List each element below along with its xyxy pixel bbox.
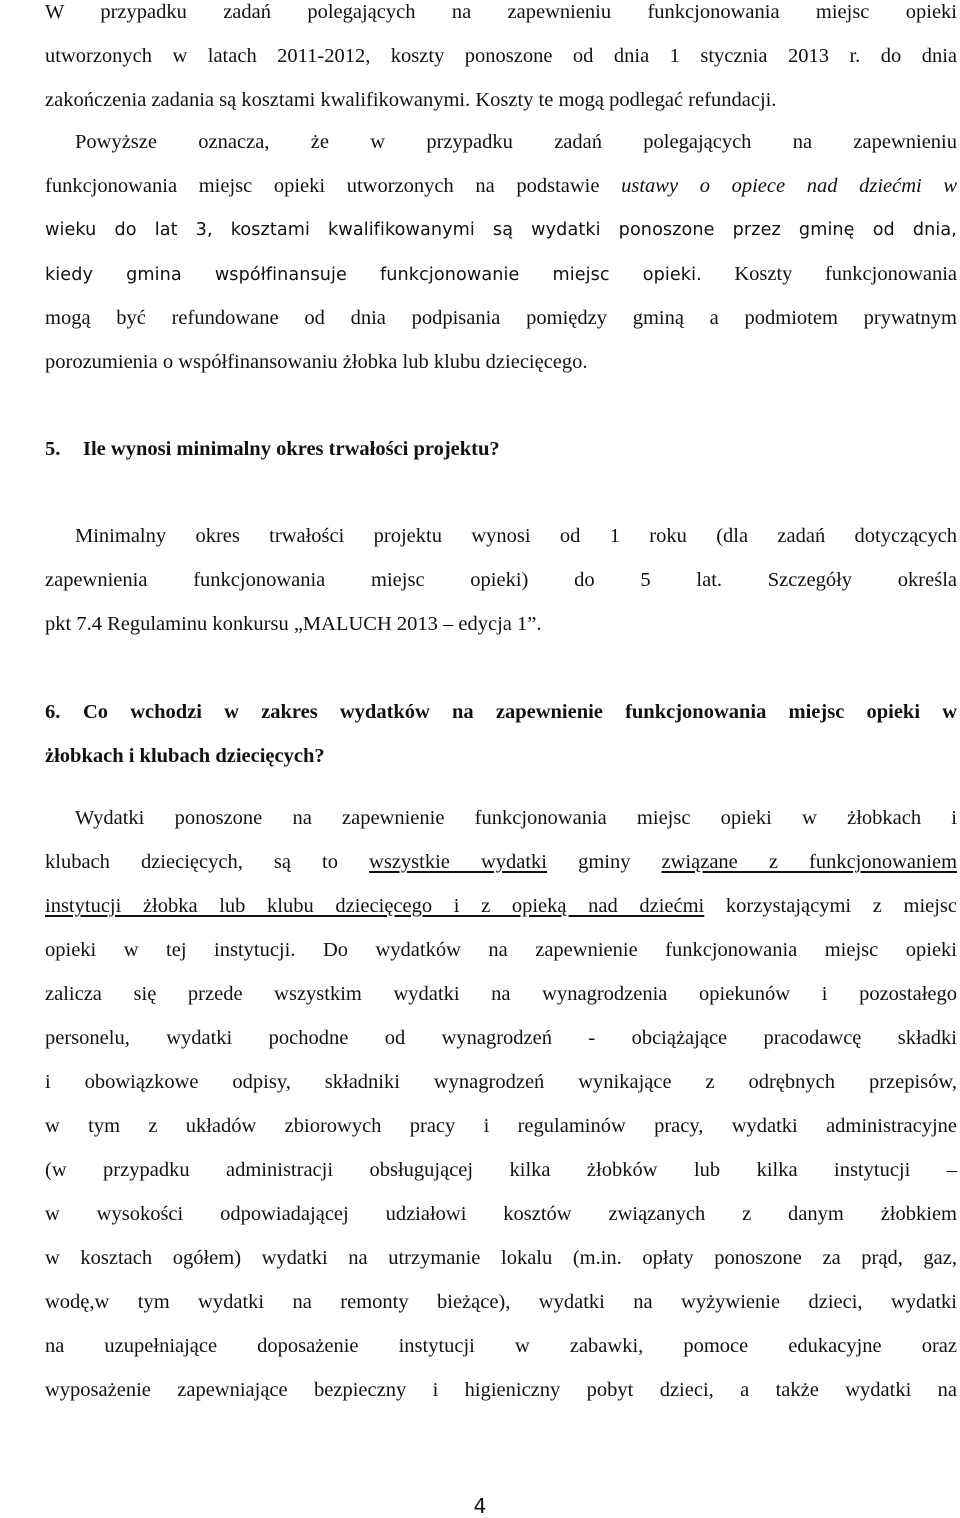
text-line: personelu, wydatki pochodne od wynagrodzeń - obciążające pracodawcę składki: [45, 1027, 957, 1049]
text-line: w tym z układów zbiorowych pracy i regulaminów pracy, wydatki administracyjne: [45, 1115, 957, 1137]
underlined-text: związane z funkcjonowaniem: [661, 851, 958, 873]
text-line: Powyższe oznacza, że w przypadku zadań polegających na zapewnieniu: [75, 131, 957, 153]
underlined-text: instytucji żłobka lub klubu dziecięcego i z opieką nad dziećmi: [45, 895, 705, 917]
question-5-heading: [45, 427, 957, 471]
paragraph-durability: [45, 514, 957, 646]
text-line: porozumienia o współfinansowaniu żłobka lub klubu dziecięcego.: [45, 351, 588, 373]
text-line: w wysokości odpowiadającej udziałowi kosztów związanych z danym żłobkiem: [45, 1203, 957, 1225]
paragraph-cofinancing: [45, 120, 957, 384]
paragraph-refund-2011-2012: [45, 0, 957, 122]
text-line: Wydatki ponoszone na zapewnienie funkcjonowania miejsc opieki w żłobkach i: [75, 807, 957, 829]
underlined-text: wszystkie wydatki: [369, 851, 547, 873]
question-number: 5.: [45, 438, 61, 460]
text-line: zakończenia zadania są kosztami kwalifikowanymi. Koszty te mogą podlegać refundacji.: [45, 89, 777, 111]
text-segment: gminy: [578, 851, 631, 873]
text-line: [45, 840, 957, 884]
question-6-heading: [45, 690, 957, 778]
text-line: mogą być refundowane od dnia podpisania pomiędzy gminą a podmiotem prywatnym: [45, 307, 957, 329]
text-line: [45, 164, 957, 208]
text-segment: korzystającymi z miejsc: [725, 895, 958, 917]
paragraph-expenses: [45, 796, 957, 1412]
text-segment: kiedy gmina współfinansuje funkcjonowanie miejsc opieki.: [45, 265, 702, 285]
text-line: wodę,w tym wydatki na remonty bieżące), wydatki na wyżywienie dzieci, wydatki: [45, 1291, 957, 1313]
text-line: opieki w tej instytucji. Do wydatków na zapewnienie funkcjonowania miejsc opieki: [45, 939, 957, 961]
text-line: utworzonych w latach 2011-2012, koszty ponoszone od dnia 1 stycznia 2013 r. do dnia: [45, 45, 957, 67]
text-line: na uzupełniające doposażenie instytucji w zabawki, pomoce edukacyjne oraz: [45, 1335, 957, 1357]
heading-line: [45, 690, 957, 734]
text-line: pkt 7.4 Regulaminu konkursu „MALUCH 2013 – edycja 1”.: [45, 613, 542, 635]
text-line: w kosztach ogółem) wydatki na utrzymanie lokalu (m.in. opłaty ponoszone za prąd, gaz,: [45, 1247, 957, 1269]
text-line: Minimalny okres trwałości projektu wynosi od 1 roku (dla zadań dotyczących: [75, 525, 957, 547]
text-line: [45, 252, 957, 296]
act-title-italic: ustawy o opiece nad dziećmi w: [621, 175, 958, 197]
heading-line: żłobkach i klubach dziecięcych?: [45, 745, 325, 767]
text-line: [45, 884, 957, 928]
page-number: 4: [473, 1494, 487, 1518]
text-line: W przypadku zadań polegających na zapewnieniu funkcjonowania miejsc opieki: [45, 1, 957, 23]
text-line: wyposażenie zapewniające bezpieczny i higieniczny pobyt dzieci, a także wydatki na: [45, 1379, 957, 1401]
text-segment: klubach dziecięcych, są to: [45, 851, 338, 873]
text-segment: funkcjonowania miejsc opieki utworzonych na podstawie: [45, 175, 600, 197]
question-number: 6.: [45, 701, 61, 723]
question-title: Co wchodzi w zakres wydatków na zapewnienie funkcjonowania miejsc opieki w: [83, 701, 957, 723]
question-title: Ile wynosi minimalny okres trwałości projektu?: [83, 438, 500, 460]
text-line: i obowiązkowe odpisy, składniki wynagrodzeń wynikające z odrębnych przepisów,: [45, 1071, 957, 1093]
text-segment: Koszty funkcjonowania: [734, 263, 958, 285]
text-line: wieku do lat 3, kosztami kwalifikowanymi są wydatki ponoszone przez gminę od dnia,: [45, 220, 957, 240]
text-line: zapewnienia funkcjonowania miejsc opieki) do 5 lat. Szczegóły określa: [45, 569, 957, 591]
text-line: (w przypadku administracji obsługującej kilka żłobków lub kilka instytucji –: [45, 1159, 957, 1181]
text-line: zalicza się przede wszystkim wydatki na wynagrodzenia opiekunów i pozostałego: [45, 983, 957, 1005]
